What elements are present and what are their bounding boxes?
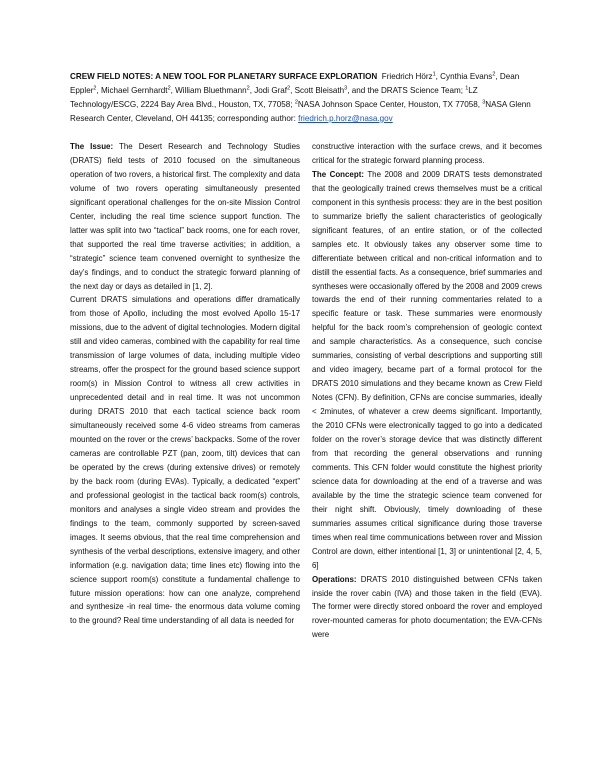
paragraph	[70, 293, 300, 628]
paragraph	[312, 168, 542, 573]
author-sup: 3	[344, 85, 348, 92]
author-sup: 2	[287, 85, 291, 92]
author: Cynthia Evans	[440, 72, 493, 81]
author-suffix: and the DRATS Science Team;	[351, 85, 463, 95]
author-sup: 2	[492, 71, 496, 78]
author: Scott Bleisath	[294, 85, 345, 95]
paragraph-text: constructive interaction with the surface crews, and it becomes critical for the strategic forward planning process.	[312, 142, 542, 165]
paragraph-text: The Desert Research and Technology Studies (DRATS) field tests of 2010 focused on the simultaneous operation of two rovers, a historical first. The complexity and data volume of two rovers operating simultaneously presented significant operational challenges for the on-site Mission Control Center, including the real time science support function. The latter was split into two “tactical” back rooms, one for each rover, that supported the real time traverse activities; in addition, a “strategic” science team convened overnight to synthesize the day’s findings, and to conduct the strategic forward planning of the next day or days as detailed in [1, 2].	[70, 142, 300, 291]
section-heading: Operations:	[312, 574, 357, 584]
affiliation-sup: 3	[482, 99, 486, 106]
section-heading: The Issue:	[70, 142, 114, 151]
paper-header	[70, 70, 532, 126]
author-sup: 2	[93, 85, 97, 92]
paragraph	[70, 140, 300, 293]
author-sup: 1	[432, 71, 436, 78]
paper-title: CREW FIELD NOTES: A NEW TOOL FOR PLANETARY SURFACE EXPLORATION	[70, 72, 378, 81]
affiliation-2: NASA Johnson Space Center, Houston, TX 77058,	[297, 99, 480, 109]
author: Michael Gernhardt	[100, 85, 168, 95]
paragraph-text: DRATS 2010 distinguished between CFNs taken inside the rover cabin (IVA) and those taken in the field (EVA). The former were directly stored onboard the rover and employed rover-mounted cameras for photo documentation; the EVA-CFNs were	[312, 574, 542, 640]
paragraph-text: The 2008 and 2009 DRATS tests demonstrated that the geologically trained crews themselves must be a critical component in this synthesis process: they are in the best position to summarize briefly the salient characteristics of geologically significant features, of an entire station, or of the collected samples etc. It obviously takes any observer some time to differentiate between critical and non-critical information and to distill the essential facts. As a consequence, brief summaries and syntheses were occasionally offered by the 2008 and 2009 crews towards the end of their running commentaries related to a specific feature or task. These summaries were enormously helpful for the back room’s comprehension of geologic context and sample characteristics. As a consequence, such concise summaries, consisting of verbal descriptions and supporting still and video imagery, became part of a formal protocol for the DRATS 2010 simulations and they became known as Crew Field Notes (CFN). By definition, CFNs are concise summaries, ideally < 2minutes, of whatever a crew deems significant. Importantly, the 2010 CFNs were electronically tagged to go into a dedicated folder on the rover’s storage device that was distinctly different from that recording the general observations and running comments. This CFN folder would constitute the highest priority science data for downloading at the end of a traverse and was available by the time the strategic science team convened for their night shift. Obviously, timely downloading of these summaries assumes critical significance during those traverse times when real time communications between rover and Mission Control are down, either intentional [1, 3] or unintentional [2, 4, 5, 6]	[312, 169, 542, 570]
paragraph	[312, 140, 542, 168]
author-sup: 2	[167, 85, 171, 92]
left-column	[70, 140, 300, 628]
corresponding-email-link[interactable]: friedrich.p.horz@nasa.gov	[298, 113, 393, 123]
affiliation-1: LZ Technology/ESCG, 2224 Bay Area Blvd., Houston, TX, 77058;	[70, 85, 478, 109]
author: William Bluethmann	[175, 85, 247, 95]
author: Friedrich Hörz	[381, 72, 433, 81]
author: Jodi Graf	[254, 85, 288, 95]
author: Dean Eppler	[70, 72, 520, 95]
paragraph-text: Current DRATS simulations and operations differ dramatically from those of Apollo, including the most evolved Apollo 15-17 missions, due to the advent of digital technologies. Modern digital still and video cameras, combined with the capability for real time transmission of large volumes of data, including multiple video streams, offer the prospect for the ground based science support room(s) in Mission Control to witness all crew activities in unprecedented detail and in real time. It was not uncommon during DRATS 2010 that each tactical science back room simultaneously received some 4-6 video streams from cameras mounted on the rover or the crews’ backpacks. Some of the rover cameras are controllable PZT (pan, zoom, tilt) devices that can be operated by the crews (during extensive drives) or remotely by the back room (during EVAs). Typically, a dedicated “expert” and professional geologist in the tactical back room(s) controls, monitors and analyses a single video stream and provides the findings to the team, commonly supported by screen-saved images. It seems obvious, that the real time comprehension and synthesis of the verbal descriptions, extensive imagery, and other information (e.g. navigation data; time lines etc) flowing into the science support room(s) constitute a fundamental challenge to future mission operations: how can one analyze, comprehend and synthesize -in real time- the enormous data volume coming to the ground? Real time understanding of all data is needed for	[70, 295, 300, 626]
affiliation-sup: 1	[465, 85, 469, 92]
affiliation-3: NASA Glenn Research Center, Cleveland, OH 44135; corresponding author:	[70, 99, 531, 123]
right-column	[312, 140, 542, 642]
author-list: Friedrich Hörz$^1$, Cynthia Evans$^2$, Dean Eppler$^2$, Michael Gernhardt$^2$, William Bluethmann$^2$, Jodi Graf$^2$, Scott Bleisath$^3$,	[70, 71, 520, 95]
paragraph	[312, 573, 542, 643]
author-sup: 2	[246, 85, 250, 92]
section-heading: The Concept:	[312, 169, 364, 179]
affiliation-sup: 2	[294, 99, 298, 106]
